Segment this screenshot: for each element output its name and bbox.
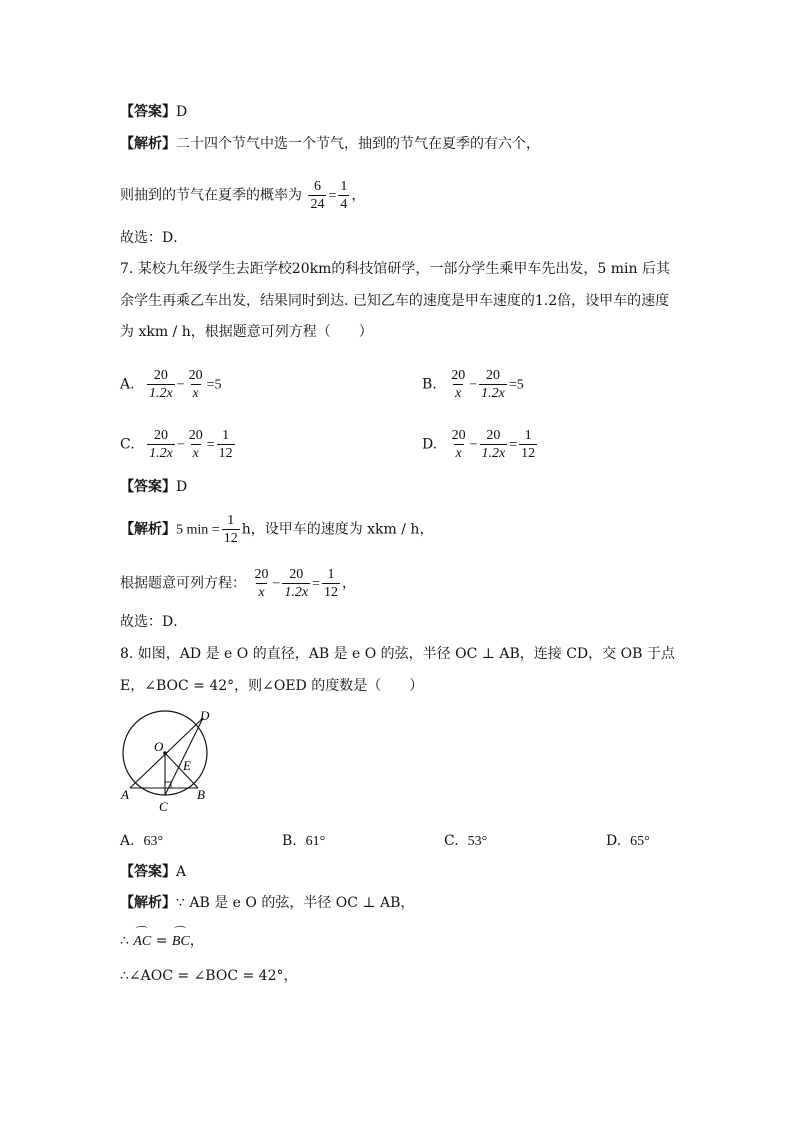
segment-ob xyxy=(165,753,198,788)
explanation-8-line3: ∴∠AOC = ∠BOC = 42°， xyxy=(120,968,298,984)
question-7-line3: 为 xkm / h，根据题意可列方程（ ） xyxy=(120,324,373,340)
option-b: B. $\frac{20}{x}$ − $\frac{20}{1.2x}$ =5 xyxy=(422,368,524,401)
answer-value: D xyxy=(176,104,188,120)
answer-value: A xyxy=(176,864,187,880)
conclusion-6: 故选：D． xyxy=(120,230,188,246)
fraction: $\frac{6}{24}$ xyxy=(310,179,325,212)
explanation-7-line2: 根据题意可列方程： $\frac{20}{x}$ − $\frac{20}{1.2x}$ = $\frac{1}{12}$ ， xyxy=(120,567,356,600)
explanation-7-line1: 【解析】5 min = $\frac{1}{12}$ h，设甲车的速度为 xkm / h， xyxy=(120,513,434,546)
explanation-label: 【解析】 xyxy=(120,521,176,538)
explanation-text: 二十四个节气中选一个节气，抽到的节气在夏季的有六个， xyxy=(176,136,540,152)
q8-option-c: C. 53° xyxy=(444,833,488,849)
explanation-text: 则抽到的节气在夏季的概率为 xyxy=(120,187,302,204)
option-a: A. $\frac{20}{1.2x}$ − $\frac{20}{x}$ =5 xyxy=(120,368,222,401)
explanation-6-line1 xyxy=(120,134,540,154)
label-d: D xyxy=(200,708,210,723)
question-8-line2: E，∠BOC = 42°，则∠OED 的度数是（ ） xyxy=(120,678,424,694)
answer-6 xyxy=(120,102,187,122)
explanation-label: 【解析】 xyxy=(120,895,176,911)
label-e: E xyxy=(183,758,191,773)
arc-ac: ⌒ AC xyxy=(133,932,151,952)
center-point xyxy=(163,751,167,755)
answer-label: 【答案】 xyxy=(120,864,176,880)
answer-label: 【答案】 xyxy=(120,479,176,495)
arc-bc: ⌒ BC xyxy=(172,932,190,952)
explanation-6-line2: 则抽到的节气在夏季的概率为 $\frac{6}{24}$ = $\frac{1}{4}$ ， xyxy=(120,179,366,212)
conclusion-7: 故选：D． xyxy=(120,614,188,630)
option-c: C. $\frac{20}{1.2x}$ − $\frac{20}{x}$ = $\frac{1}{12}$ xyxy=(120,428,233,461)
q8-option-d: D. 65° xyxy=(606,833,650,849)
answer-8 xyxy=(120,862,186,882)
question-7-line2: 余学生再乘乙车出发，结果同时到达. 已知乙车的速度是甲车速度的1.2倍，设甲车的速度 xyxy=(120,293,670,309)
label-a: A xyxy=(121,787,129,802)
circle-diagram xyxy=(115,700,225,815)
explanation-label: 【解析】 xyxy=(120,136,176,152)
answer-7 xyxy=(120,477,187,497)
label-b: B xyxy=(197,787,205,802)
answer-value: D xyxy=(176,479,188,495)
label-c: C xyxy=(159,799,168,814)
label-o: O xyxy=(154,739,164,754)
equals-sign: = xyxy=(328,188,337,204)
q8-option-b: B. 61° xyxy=(282,833,326,849)
answer-label: 【答案】 xyxy=(120,104,176,120)
explanation-8-line2: ∴ ⌒ AC = ⌒ BC， xyxy=(120,931,204,952)
fraction: $\frac{1}{4}$ xyxy=(340,179,348,212)
explanation-8-line1: 【解析】∵ AB 是 e O 的弦，半径 OC ⊥ AB， xyxy=(120,895,415,911)
option-d: D. $\frac{20}{x}$ − $\frac{20}{1.2x}$ = $\frac{1}{12}$ xyxy=(422,428,536,461)
question-8-line1: 8. 如图，AD 是 e O 的直径，AB 是 e O 的弦，半径 OC ⊥ AB，连接 CD，交 OB 于点 xyxy=(120,646,675,662)
question-7-line1: 7. 某校九年级学生去距学校20km的科技馆研学，一部分学生乘甲车先出发，5 min 后其 xyxy=(120,261,670,277)
q8-option-a: A. 63° xyxy=(120,833,164,849)
